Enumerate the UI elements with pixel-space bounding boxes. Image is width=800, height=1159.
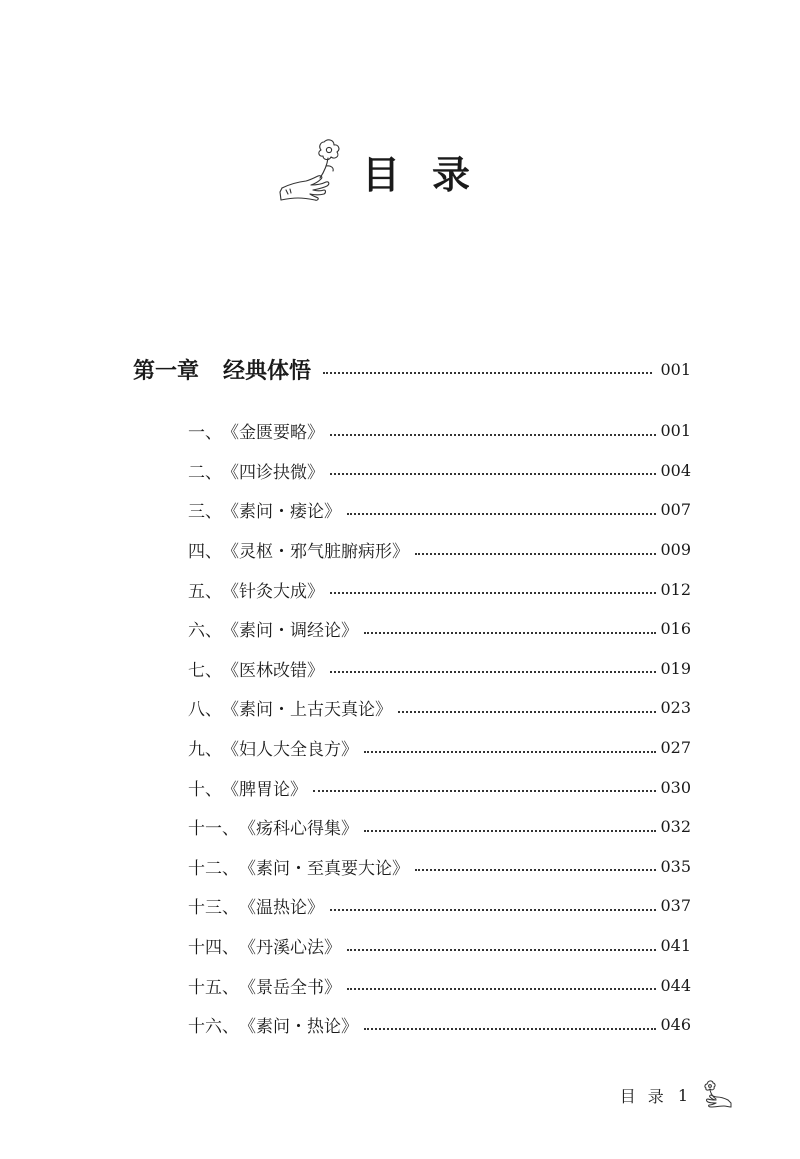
entry-title: 《素问・至真要大论》 bbox=[239, 858, 409, 879]
entry-title: 《灵枢・邪气脏腑病形》 bbox=[222, 542, 409, 563]
entry-title: 《疡科心得集》 bbox=[239, 819, 358, 840]
toc-entry bbox=[188, 649, 691, 689]
folio-number: 1 bbox=[677, 1085, 688, 1105]
page-title: 目录 bbox=[362, 152, 503, 197]
entry-title: 《四诊抉微》 bbox=[222, 462, 324, 483]
entry-title: 《素问・热论》 bbox=[239, 1017, 358, 1038]
dot-leader bbox=[398, 711, 656, 713]
toc-list bbox=[188, 411, 691, 1045]
entry-page-number: 016 bbox=[660, 619, 691, 639]
dot-leader bbox=[364, 632, 656, 634]
dot-leader bbox=[313, 790, 656, 792]
entry-number: 二、 bbox=[188, 462, 222, 483]
entry-page-number: 032 bbox=[660, 817, 691, 837]
entry-title: 《脾胃论》 bbox=[222, 779, 307, 800]
entry-page-number: 007 bbox=[660, 500, 691, 520]
entry-title: 《金匮要略》 bbox=[222, 423, 324, 444]
entry-page-number: 023 bbox=[660, 698, 691, 718]
toc-entry bbox=[188, 965, 691, 1005]
entry-title: 《温热论》 bbox=[239, 898, 324, 919]
entry-page-number: 004 bbox=[660, 460, 691, 480]
dot-leader bbox=[330, 592, 656, 594]
toc-entry bbox=[188, 569, 691, 609]
dot-leader bbox=[347, 949, 656, 951]
entry-number: 五、 bbox=[188, 581, 222, 602]
entry-page-number: 030 bbox=[660, 777, 691, 797]
entry-number: 三、 bbox=[188, 502, 222, 523]
dot-leader bbox=[415, 553, 656, 555]
dot-leader bbox=[347, 513, 656, 515]
entry-title: 《针灸大成》 bbox=[222, 581, 324, 602]
entry-number: 八、 bbox=[188, 700, 222, 721]
toc-entry bbox=[188, 886, 691, 926]
entry-title: 《妇人大全良方》 bbox=[222, 740, 358, 761]
entry-page-number: 027 bbox=[660, 738, 691, 758]
entry-number: 一、 bbox=[188, 423, 222, 444]
entry-title: 《医林改错》 bbox=[222, 660, 324, 681]
chapter-label: 第一章 bbox=[133, 357, 200, 384]
entry-number: 十四、 bbox=[188, 938, 239, 959]
toc-entry bbox=[188, 411, 691, 451]
entry-number: 十、 bbox=[188, 779, 222, 800]
toc-entry bbox=[188, 688, 691, 728]
dot-leader bbox=[347, 988, 656, 990]
dot-leader bbox=[364, 830, 656, 832]
chapter-heading bbox=[133, 354, 691, 384]
entry-page-number: 019 bbox=[660, 658, 691, 678]
dot-leader bbox=[415, 869, 656, 871]
entry-number: 十三、 bbox=[188, 898, 239, 919]
toc-entry bbox=[188, 847, 691, 887]
entry-page-number: 046 bbox=[660, 1015, 691, 1035]
toc-entry bbox=[188, 807, 691, 847]
toc-entry bbox=[188, 451, 691, 491]
hand-holding-flower-icon bbox=[698, 1078, 734, 1112]
toc-entry bbox=[188, 530, 691, 570]
toc-entry bbox=[188, 490, 691, 530]
entry-number: 四、 bbox=[188, 542, 222, 563]
toc-entry bbox=[188, 728, 691, 768]
toc-entry bbox=[188, 926, 691, 966]
entry-number: 六、 bbox=[188, 621, 222, 642]
dot-leader bbox=[323, 372, 652, 374]
entry-number: 十二、 bbox=[188, 858, 239, 879]
entry-number: 九、 bbox=[188, 740, 222, 761]
chapter-page-number: 001 bbox=[660, 359, 691, 379]
entry-title: 《景岳全书》 bbox=[239, 977, 341, 998]
toc-entry bbox=[188, 767, 691, 807]
hand-holding-flower-icon bbox=[276, 136, 350, 208]
entry-page-number: 009 bbox=[660, 540, 691, 560]
entry-number: 十一、 bbox=[188, 819, 239, 840]
chapter-name: 经典体悟 bbox=[223, 357, 312, 384]
entry-title: 《素问・痿论》 bbox=[222, 502, 341, 523]
entry-number: 十五、 bbox=[188, 977, 239, 998]
dot-leader bbox=[330, 473, 656, 475]
title-block bbox=[0, 128, 800, 228]
running-footer-label: 目录 bbox=[619, 1086, 676, 1106]
entry-page-number: 037 bbox=[660, 896, 691, 916]
dot-leader bbox=[330, 434, 656, 436]
toc-entry bbox=[188, 1005, 691, 1045]
entry-page-number: 041 bbox=[660, 936, 691, 956]
entry-page-number: 044 bbox=[660, 975, 691, 995]
page-footer bbox=[620, 1078, 734, 1112]
entry-page-number: 035 bbox=[660, 856, 691, 876]
dot-leader bbox=[364, 1028, 656, 1030]
dot-leader bbox=[364, 751, 656, 753]
entry-number: 七、 bbox=[188, 660, 222, 681]
entry-page-number: 012 bbox=[660, 579, 691, 599]
entry-number: 十六、 bbox=[188, 1017, 239, 1038]
entry-title: 《丹溪心法》 bbox=[239, 938, 341, 959]
dot-leader bbox=[330, 671, 656, 673]
entry-title: 《素问・调经论》 bbox=[222, 621, 358, 642]
dot-leader bbox=[330, 909, 656, 911]
entry-page-number: 001 bbox=[660, 421, 691, 441]
entry-title: 《素问・上古天真论》 bbox=[222, 700, 392, 721]
toc-entry bbox=[188, 609, 691, 649]
